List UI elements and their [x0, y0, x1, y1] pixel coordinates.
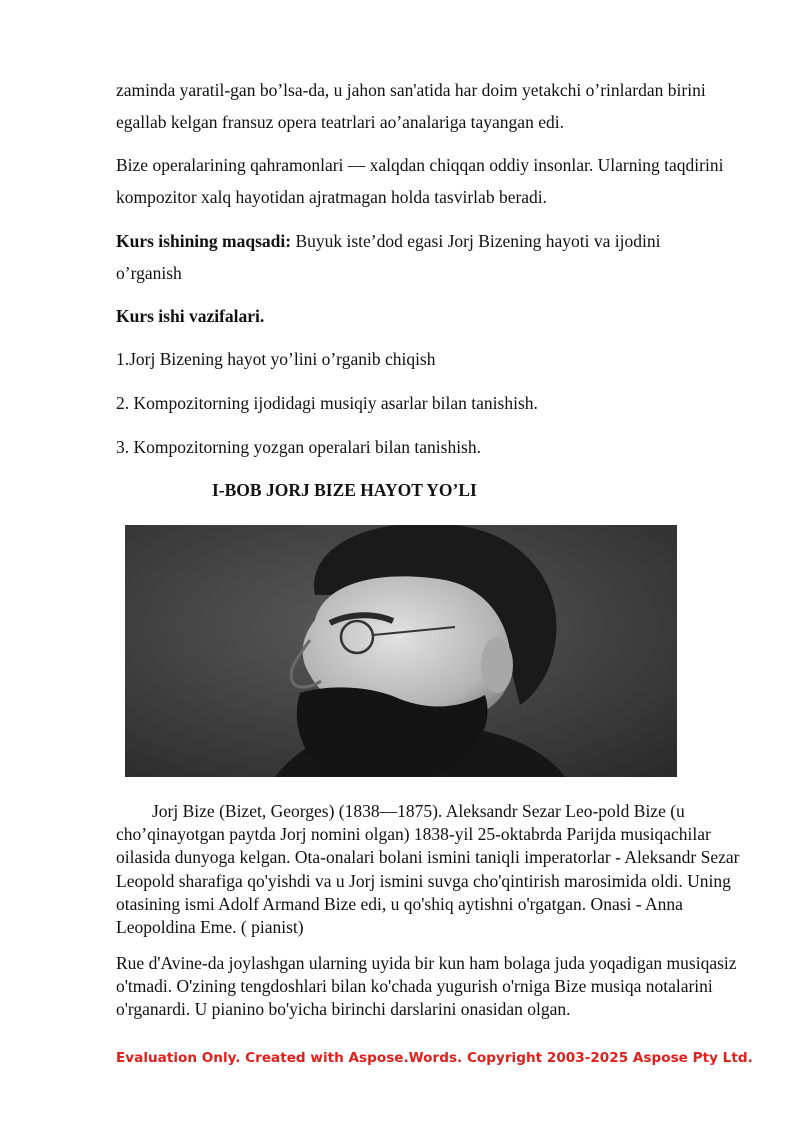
paragraph-french-opera: zaminda yaratil-gan bo’lsa-da, u jahon san'atida har doim yetakchi o’rinlardan birini egallab kelgan fransuz opera teatrlari ao’analariga tayangan edi. — [116, 80, 706, 132]
paragraph-course-goal — [116, 225, 728, 289]
biography-paragraph-2: Rue d'Avine-da joylashgan ularning uyida bir kun ham bolaga juda yoqadigan musiqasiz o'tmadi. O'zining tengdoshlari bilan ko'chada yugurish o'rniga Bize musiqa notalarini o'rganardi. U pianino bo'yicha birinchi darslarini onasidan olgan. — [116, 953, 737, 1020]
portrait-image — [125, 525, 677, 777]
tasks-heading — [116, 300, 728, 332]
course-goal-label: Kurs ishining maqsadi: — [116, 231, 292, 251]
biography-paragraph-1: Jorj Bize (Bizet, Georges) (1838—1875). Aleksandr Sezar Leo-pold Bize (u cho’qinayotgan paytda Jorj nomini olgan) 1838-yil 25-oktabrda Parijda musiqachilar oilasida dunyoga kelgan. Ota-onalari bolani ismini taniqli imperatorlar - Aleksandr Sezar Leopold sharafiga qo'yishdi va u Jorj ismini suvga cho'qintirish marosimida oldi. Uning otasining ismi Adolf Armand Bize edi, u qo'shiq aytishni o'rgatgan. Onasi - Anna Leopoldina Eme. ( pianist) — [116, 801, 740, 938]
portrait-illustration — [125, 525, 677, 777]
paragraph-heroes: Bize operalarining qahramonlari — xalqdan chiqqan oddiy insonlar. Ularning taqdirini kompozitor xalq hayotidan ajratmagan holda tasvirlab beradi. — [116, 155, 724, 207]
tasks-heading-text: Kurs ishi vazifalari. — [116, 306, 265, 326]
task-item-3: 3. Kompozitorning yozgan operalari bilan tanishish. — [116, 437, 481, 457]
chapter-title: I-BOB JORJ BIZE HAYOT YO’LI — [212, 480, 477, 500]
evaluation-watermark: Evaluation Only. Created with Aspose.Words. Copyright 2003-2025 Aspose Pty Ltd. — [116, 1050, 753, 1066]
course-goal-text: Buyuk iste’dod egasi Jorj Bizening hayoti va ijodini o’rganish — [116, 231, 661, 283]
task-item-1: 1.Jorj Bizening hayot yo’lini o’rganib chiqish — [116, 349, 436, 369]
task-item-2: 2. Kompozitorning ijodidagi musiqiy asarlar bilan tanishish. — [116, 393, 538, 413]
